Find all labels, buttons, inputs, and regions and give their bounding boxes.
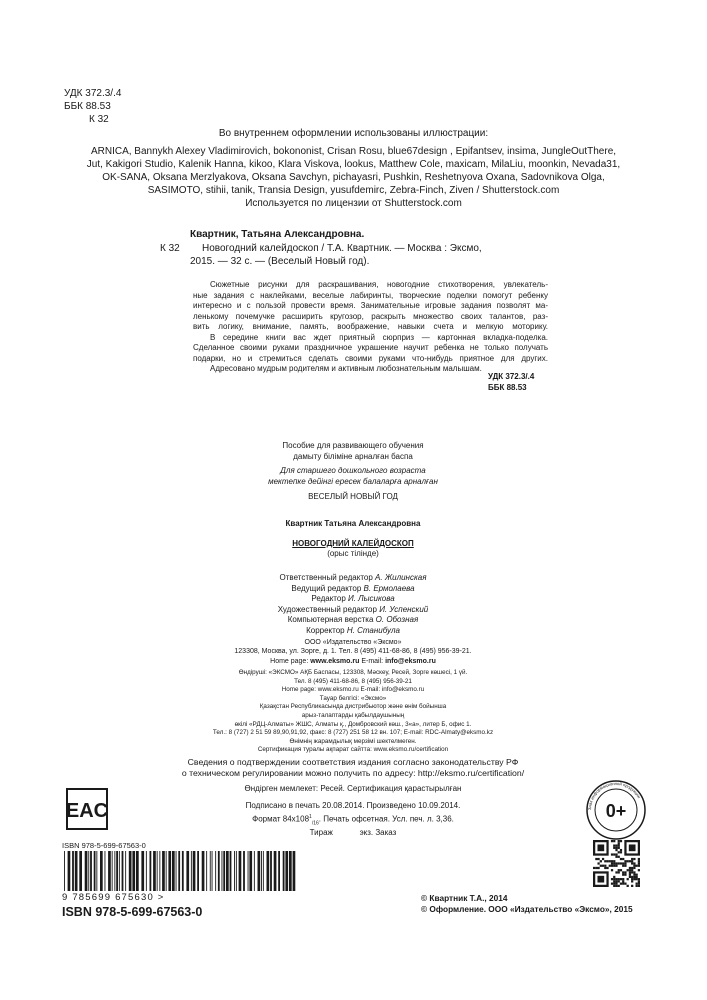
isbn-big: ISBN 978-5-699-67563-0 bbox=[62, 905, 203, 919]
qr-module bbox=[627, 869, 629, 871]
barcode-bar bbox=[72, 851, 74, 891]
barcode-bar bbox=[75, 851, 78, 891]
barcode-bar bbox=[249, 851, 252, 891]
qr-module bbox=[620, 851, 622, 853]
barcode-bar bbox=[186, 851, 189, 891]
credit-line bbox=[203, 584, 503, 595]
qr-module bbox=[629, 869, 631, 871]
format-sub: /16 bbox=[311, 819, 319, 826]
qr-module bbox=[618, 871, 620, 873]
qr-module bbox=[631, 869, 633, 871]
qr-module bbox=[620, 878, 622, 880]
qr-module bbox=[613, 847, 615, 849]
qr-module bbox=[613, 883, 615, 885]
qr-code-icon bbox=[593, 840, 640, 887]
barcode-bar bbox=[146, 851, 147, 891]
qr-module bbox=[604, 860, 606, 862]
qr-module bbox=[624, 883, 626, 885]
annotation-line: интересно и с пользой провести время. Занимательные игровые задания позволят ма- bbox=[193, 301, 548, 310]
email-label: E-mail: bbox=[359, 657, 386, 665]
barcode-bar bbox=[159, 851, 160, 891]
annotation bbox=[193, 280, 548, 375]
qr-module bbox=[631, 876, 633, 878]
email-link[interactable]: info@eksmo.ru bbox=[385, 657, 436, 665]
qr-module bbox=[622, 862, 624, 864]
qr-module bbox=[638, 869, 640, 871]
qr-module bbox=[618, 856, 620, 858]
barcode-bar bbox=[157, 851, 158, 891]
qr-module bbox=[638, 858, 640, 860]
publisher-block bbox=[183, 638, 523, 666]
illustrators-line: ARNICA, Bannykh Alexey Vladimirovich, bokononist, Crisan Rosu, blue67design , Epifantsev, insima, JungleOutThere, bbox=[90, 146, 617, 157]
isbn-barcode bbox=[62, 851, 298, 891]
barcode-bar bbox=[94, 851, 96, 891]
certification-block bbox=[133, 757, 573, 779]
qr-module bbox=[622, 874, 624, 876]
barcode-bar bbox=[88, 851, 89, 891]
qr-module bbox=[624, 865, 626, 867]
kz-info-line: өкілі «РДЦ-Алматы» ЖШС, Алматы қ., Домбровский көш., 3«а», литер Б, офис 1. bbox=[234, 720, 472, 728]
qr-module bbox=[633, 858, 635, 860]
kz-info-line: арыз-талаптарды қабылдаушының bbox=[301, 711, 405, 719]
barcode-bar bbox=[239, 851, 242, 891]
qr-module bbox=[615, 856, 617, 858]
annotation-line: подарки, но и стремиться сделать своими руками что-нибудь приятное для других. bbox=[193, 353, 548, 363]
barcode-bar bbox=[283, 851, 285, 891]
qr-finder bbox=[597, 876, 604, 883]
qr-module bbox=[622, 871, 624, 873]
qr-module bbox=[638, 878, 640, 880]
format-b: . Печать офсетная. Усл. печ. л. 3,36. bbox=[318, 814, 454, 824]
certification-kz: Өндірген мемлекет: Ресей. Сертификация қарастырылған bbox=[244, 784, 462, 793]
qr-module bbox=[633, 876, 635, 878]
annotation-line: В середине книги вас ждет приятный сюрприз — картонная вкладка-поделка. bbox=[210, 332, 548, 342]
barcode-bar bbox=[108, 851, 111, 891]
credit-line bbox=[203, 626, 503, 637]
qr-module bbox=[615, 883, 617, 885]
qr-module bbox=[611, 862, 613, 864]
qr-module bbox=[624, 871, 626, 873]
barcode-bar bbox=[136, 851, 139, 891]
book-title: НОВОГОДНИЙ КАЛЕЙДОСКОП bbox=[292, 538, 414, 548]
qr-module bbox=[618, 851, 620, 853]
barcode-bar bbox=[112, 851, 113, 891]
qr-module bbox=[613, 853, 615, 855]
qr-module bbox=[638, 885, 640, 887]
qr-module bbox=[620, 869, 622, 871]
qr-module bbox=[638, 865, 640, 867]
kz-info-line: Өндіруші: «ЭКСМО» АҚБ Баспасы, 123308, Мәскеу, Ресей, Зорге көшесі, 1 үй. bbox=[238, 669, 468, 676]
qr-module bbox=[620, 849, 622, 851]
qr-module bbox=[604, 867, 606, 869]
qr-module bbox=[615, 847, 617, 849]
credit-role: Ответственный редактор bbox=[279, 573, 373, 582]
barcode-bar bbox=[96, 851, 97, 891]
qr-module bbox=[615, 862, 617, 864]
barcode-bar bbox=[119, 851, 120, 891]
barcode-bar bbox=[223, 851, 225, 891]
udk-code: УДК 372.3/.4 bbox=[64, 88, 122, 99]
kz-info bbox=[183, 669, 523, 755]
copyright-author: © Квартник Т.А., 2014 bbox=[421, 893, 508, 903]
barcode-bar bbox=[191, 851, 192, 891]
qr-module bbox=[613, 885, 615, 887]
barcode-bar bbox=[197, 851, 199, 891]
eac-label: EAC bbox=[66, 800, 108, 822]
age-purpose-line: Для старшего дошкольного возраста bbox=[280, 466, 426, 475]
barcode-bar bbox=[263, 851, 264, 891]
license-note: Используется по лицензии от Shutterstock.com bbox=[245, 198, 462, 209]
qr-module bbox=[613, 880, 615, 882]
qr-module bbox=[631, 871, 633, 873]
credit-role: Ведущий редактор bbox=[291, 583, 362, 593]
qr-module bbox=[613, 844, 615, 846]
illustrators-line: OK-SANA, Oksana Merzlyakova, Oksana Savchyn, pichayasri, Pushkin, Reshetnyova Oxana, Sadovnikova Olga, bbox=[102, 172, 605, 183]
qr-module bbox=[631, 878, 633, 880]
qr-module bbox=[629, 871, 631, 873]
purpose-block bbox=[203, 441, 503, 503]
qr-module bbox=[629, 867, 631, 869]
book-author: Квартник Татьяна Александровна bbox=[285, 519, 421, 528]
barcode-bar bbox=[206, 851, 207, 891]
qr-module bbox=[615, 880, 617, 882]
barcode-bar bbox=[278, 851, 280, 891]
qr-module bbox=[606, 860, 608, 862]
barcode-bar bbox=[85, 851, 88, 891]
credit-name: И. Успенский bbox=[379, 604, 429, 614]
catalog-description bbox=[190, 242, 490, 268]
credit-name: В. Ермолаева bbox=[363, 583, 415, 593]
annotation-line: Сюжетные рисунки для раскрашивания, новогодние стихотворения, увлекатель- bbox=[210, 280, 548, 289]
qr-module bbox=[618, 842, 620, 844]
qr-module bbox=[620, 858, 622, 860]
barcode-bar bbox=[132, 851, 135, 891]
kz-info-line: Тел. 8 (495) 411-68-86, 8 (495) 956-39-21 bbox=[294, 677, 412, 685]
qr-module bbox=[618, 847, 620, 849]
credit-role: Корректор bbox=[306, 625, 345, 635]
kz-info-line: Қазақстан Республикасында дистрибьютор және өнім бойынша bbox=[259, 703, 447, 711]
annotation-line: Сделанное своими руками праздничное украшение научит ребенка не только получать bbox=[193, 343, 548, 352]
credit-name: Н. Станибула bbox=[346, 625, 400, 635]
qr-module bbox=[615, 871, 617, 873]
barcode-bar bbox=[293, 851, 296, 891]
barcode-bar bbox=[226, 851, 229, 891]
annotation-codes bbox=[488, 372, 534, 393]
barcode-bar bbox=[100, 851, 103, 891]
credit-role: Компьютерная верстка bbox=[287, 615, 374, 624]
author-mark: К 32 bbox=[89, 114, 109, 125]
barcode-bar bbox=[289, 851, 292, 891]
qr-module bbox=[629, 874, 631, 876]
qr-module bbox=[622, 865, 624, 867]
qr-module bbox=[602, 858, 604, 860]
qr-module bbox=[609, 865, 611, 867]
credit-line bbox=[203, 573, 503, 584]
barcode-bar bbox=[215, 851, 216, 891]
barcode-digits: 9 785699 675630 > bbox=[62, 892, 165, 903]
qr-module bbox=[624, 862, 626, 864]
barcode-bar bbox=[125, 851, 126, 891]
barcode-bar bbox=[172, 851, 175, 891]
qr-module bbox=[600, 860, 602, 862]
barcode-bar bbox=[243, 851, 245, 891]
series-title: ВЕСЕЛЫЙ НОВЫЙ ГОД bbox=[308, 492, 398, 501]
barcode-bar bbox=[162, 851, 165, 891]
home-label: Home page: bbox=[270, 657, 311, 665]
barcode-bar bbox=[230, 851, 232, 891]
qr-module bbox=[624, 874, 626, 876]
qr-module bbox=[633, 871, 635, 873]
barcode-bar bbox=[258, 851, 261, 891]
isbn-small: ISBN 978-5-699-67563-0 bbox=[62, 841, 146, 850]
qr-module bbox=[622, 878, 624, 880]
qr-module bbox=[618, 862, 620, 864]
qr-module bbox=[638, 883, 640, 885]
qr-module bbox=[618, 844, 620, 846]
catalog-code: К 32 bbox=[160, 243, 180, 254]
barcode-bar bbox=[218, 851, 220, 891]
barcode-bar bbox=[116, 851, 118, 891]
credit-line bbox=[203, 615, 503, 626]
qr-module bbox=[633, 874, 635, 876]
age-rating-badge bbox=[585, 779, 647, 841]
qr-module bbox=[636, 878, 638, 880]
kz-info-line: Сертификация туралы ақпарат сайтта: www.eksmo.ru/certification bbox=[257, 746, 449, 754]
barcode-bar bbox=[274, 851, 277, 891]
kz-info-line: Тауар белгісі: «Эксмо» bbox=[319, 694, 387, 702]
qr-module bbox=[615, 853, 617, 855]
illustration-credits bbox=[20, 127, 687, 210]
qr-module bbox=[615, 878, 617, 880]
barcode-bar bbox=[182, 851, 184, 891]
qr-module bbox=[604, 865, 606, 867]
qr-module bbox=[633, 865, 635, 867]
qr-module bbox=[631, 880, 633, 882]
catalog-author: Квартник, Татьяна Александровна. bbox=[190, 229, 365, 240]
format-a: Формат 84х108 bbox=[252, 814, 310, 824]
qr-module bbox=[597, 867, 599, 869]
qr-module bbox=[636, 865, 638, 867]
qr-module bbox=[611, 840, 613, 842]
qr-module bbox=[595, 867, 597, 869]
barcode-bar bbox=[236, 851, 237, 891]
barcode-bar bbox=[68, 851, 71, 891]
qr-module bbox=[613, 878, 615, 880]
qr-module bbox=[636, 874, 638, 876]
qr-module bbox=[631, 885, 633, 887]
qr-module bbox=[620, 862, 622, 864]
qr-module bbox=[602, 865, 604, 867]
qr-module bbox=[613, 865, 615, 867]
publisher-name: ООО «Издательство «Эксмо» bbox=[304, 639, 402, 646]
barcode-bar bbox=[178, 851, 180, 891]
qr-module bbox=[620, 840, 622, 842]
barcode-bar bbox=[254, 851, 255, 891]
qr-module bbox=[631, 860, 633, 862]
purpose-line-kz: дамыту біліміне арналған баспа bbox=[293, 451, 413, 461]
barcode-bar bbox=[105, 851, 106, 891]
annotation-line: ленькому почемучке расширить кругозор, раскрыть множество своих талантов, раз- bbox=[193, 311, 548, 321]
qr-module bbox=[611, 883, 613, 885]
qr-module bbox=[600, 865, 602, 867]
barcode-bar bbox=[270, 851, 272, 891]
qr-module bbox=[613, 862, 615, 864]
qr-module bbox=[627, 885, 629, 887]
qr-finder bbox=[597, 844, 604, 851]
qr-module bbox=[627, 860, 629, 862]
credit-line bbox=[203, 605, 503, 616]
qr-finder bbox=[629, 844, 636, 851]
qr-module bbox=[631, 867, 633, 869]
bbk-code: ББК 88.53 bbox=[64, 101, 111, 112]
barcode-bar bbox=[150, 851, 152, 891]
qr-module bbox=[611, 865, 613, 867]
home-link[interactable]: www.eksmo.ru bbox=[310, 657, 360, 665]
qr-module bbox=[613, 876, 615, 878]
qr-module bbox=[611, 860, 613, 862]
credit-role: Редактор bbox=[311, 594, 346, 603]
barcode-bar bbox=[153, 851, 156, 891]
qr-module bbox=[618, 885, 620, 887]
qr-module bbox=[633, 867, 635, 869]
top-codes bbox=[64, 87, 144, 126]
barcode-bar bbox=[64, 851, 65, 891]
credit-name: А. Жилинская bbox=[375, 573, 427, 582]
age-label: 0+ bbox=[605, 801, 627, 821]
publisher-address: 123308, Москва, ул. Зорге, д. 1. Тел. 8 (495) 411-68-86, 8 (495) 956-39-21. bbox=[234, 648, 472, 656]
qr-module bbox=[636, 876, 638, 878]
kz-info-line: Тел.: 8 (727) 2 51 59 89,90,91,92, факс: 8 (727) 251 58 12 вн. 107; E-mail: RDC-Almaty@eksmo.kz bbox=[212, 729, 494, 737]
qr-module bbox=[633, 862, 635, 864]
age-ring-text: Знак информационной продукции bbox=[586, 780, 642, 811]
annotation-line: ные задания с наклейками, веселые лабиринты, творческие поделки помогут ребенку bbox=[193, 290, 548, 300]
kz-info-line: Home page: www.eksmo.ru E-mail: info@eksmo.ru bbox=[281, 686, 425, 694]
credit-role: Художественный редактор bbox=[277, 604, 377, 614]
barcode-bar bbox=[176, 851, 177, 891]
qr-module bbox=[618, 878, 620, 880]
print-dates: Подписано в печать 20.08.2014. Произведено 10.09.2014. bbox=[245, 801, 461, 810]
qr-module bbox=[611, 878, 613, 880]
qr-module bbox=[615, 885, 617, 887]
credits-list bbox=[203, 573, 503, 636]
barcode-bar bbox=[285, 851, 288, 891]
qr-module bbox=[636, 885, 638, 887]
credit-name: И. Лысикова bbox=[348, 594, 395, 603]
qr-module bbox=[636, 883, 638, 885]
qr-module bbox=[611, 869, 613, 871]
format-sup: 1 bbox=[309, 813, 312, 820]
qr-module bbox=[638, 880, 640, 882]
qr-module bbox=[597, 862, 599, 864]
qr-module bbox=[638, 860, 640, 862]
barcode-bar bbox=[193, 851, 196, 891]
barcode-bar bbox=[248, 851, 249, 891]
qr-module bbox=[615, 865, 617, 867]
barcode-bar bbox=[261, 851, 262, 891]
barcode-bar bbox=[267, 851, 270, 891]
qr-module bbox=[622, 880, 624, 882]
qr-module bbox=[615, 844, 617, 846]
print-info bbox=[203, 801, 503, 839]
barcode-bar bbox=[234, 851, 235, 891]
qr-module bbox=[624, 860, 626, 862]
credit-name: О. Обозная bbox=[375, 615, 419, 624]
barcode-bar bbox=[129, 851, 132, 891]
qr-module bbox=[595, 858, 597, 860]
qr-module bbox=[622, 883, 624, 885]
eac-icon bbox=[66, 788, 108, 830]
barcode-bar bbox=[141, 851, 144, 891]
annotation-line: Адресовано мудрым родителям и активным любознательным малышам. bbox=[210, 364, 482, 373]
kz-info-line: Өнімнің жарамдылық мерзімі шектелмеген. bbox=[289, 737, 417, 745]
qr-module bbox=[629, 876, 631, 878]
illustrations-heading: Во внутреннем оформлении использованы иллюстрации: bbox=[218, 128, 489, 139]
book-language: (орыс тілінде) bbox=[327, 549, 379, 558]
print-format bbox=[203, 812, 503, 829]
purpose-line: Пособие для развивающего обучения bbox=[282, 441, 424, 450]
copyright-design: © Оформление. ООО «Издательство «Эксмо», 2015 bbox=[421, 904, 633, 914]
barcode-bar bbox=[212, 851, 213, 891]
qr-module bbox=[622, 858, 624, 860]
catalog-desc-line: Новогодний калейдоскоп / Т.А. Квартник. — Москва : Эксмо, bbox=[202, 243, 482, 254]
qr-module bbox=[613, 840, 615, 842]
barcode-bar bbox=[222, 851, 223, 891]
qr-module bbox=[631, 858, 633, 860]
qr-module bbox=[620, 883, 622, 885]
copyrights bbox=[421, 893, 633, 915]
book-block bbox=[203, 519, 503, 560]
qr-module bbox=[597, 858, 599, 860]
qr-module bbox=[618, 880, 620, 882]
illustrators-line: SASIMOTO, stihii, tanik, Transia Design, yusufdemirc, Zebra-Finch, Ziven / Shutterstock.com bbox=[147, 185, 560, 196]
illustrators-line: Jut, Kakigori Studio, Kalenik Hanna, kikoo, Klara Viskova, lookus, Matthew Cole, maxicam, MilaLiu, moonkin, Nevada31, bbox=[86, 159, 621, 170]
qr-module bbox=[606, 867, 608, 869]
print-run: Тираж экз. Заказ bbox=[309, 828, 397, 838]
qr-module bbox=[615, 849, 617, 851]
annotation-bbk: ББК 88.53 bbox=[488, 382, 527, 392]
barcode-bar bbox=[166, 851, 167, 891]
qr-module bbox=[638, 862, 640, 864]
barcode-bar bbox=[202, 851, 205, 891]
qr-module bbox=[613, 860, 615, 862]
barcode-bar bbox=[90, 851, 92, 891]
qr-module bbox=[627, 878, 629, 880]
barcode-bar bbox=[168, 851, 171, 891]
barcode-bar bbox=[79, 851, 82, 891]
qr-module bbox=[593, 867, 595, 869]
certification-line: Сведения о подтверждении соответствия издания согласно законодательству РФ bbox=[187, 757, 519, 767]
certification-line: о техническом регулировании можно получить по адресу: http://eksmo.ru/certification/ bbox=[181, 768, 525, 778]
publisher-contacts bbox=[183, 657, 523, 666]
catalog-desc-line: 2015. — 32 с. — (Веселый Новый год). bbox=[190, 256, 370, 267]
credit-line bbox=[203, 594, 503, 605]
qr-module bbox=[609, 860, 611, 862]
annotation-udk: УДК 372.3/.4 bbox=[488, 372, 535, 381]
qr-module bbox=[618, 869, 620, 871]
barcode-bar bbox=[210, 851, 211, 891]
age-purpose-line-kz: мектепке дейінгі ересек балаларға арналған bbox=[268, 476, 438, 486]
qr-module bbox=[631, 862, 633, 864]
barcode-bar bbox=[114, 851, 115, 891]
qr-module bbox=[611, 853, 613, 855]
annotation-line: вить логику, внимание, память, воображение, навыки счета и мелкую моторику. bbox=[193, 322, 548, 331]
qr-module bbox=[618, 840, 620, 842]
qr-module bbox=[629, 860, 631, 862]
qr-module bbox=[633, 878, 635, 880]
barcode-bar bbox=[122, 851, 124, 891]
